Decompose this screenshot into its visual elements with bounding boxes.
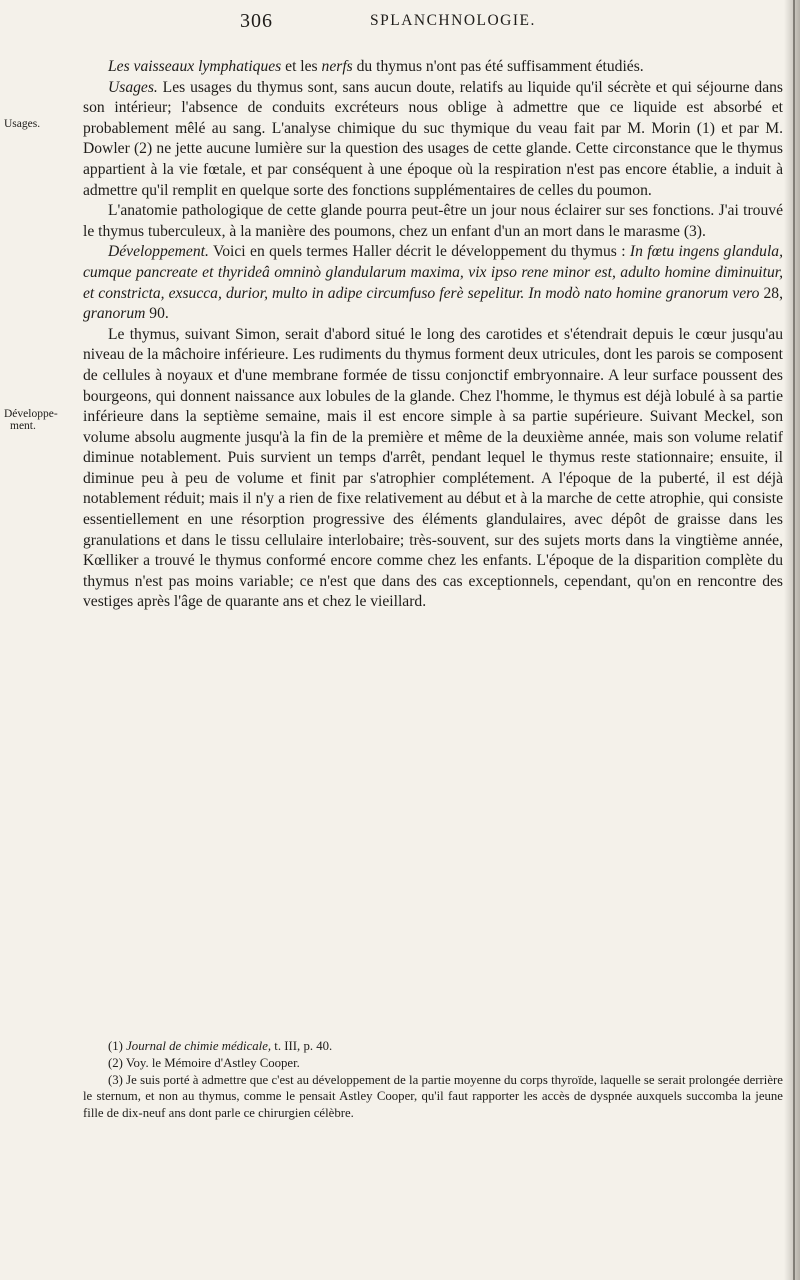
text-run: et les <box>281 58 322 75</box>
page-edge-shadow <box>784 0 800 1280</box>
paragraph-lymphatics <box>83 57 783 78</box>
text-run: t. III, p. 40. <box>271 1039 333 1053</box>
running-head: SPLANCHNOLOGIE. <box>370 12 536 29</box>
paragraph-pathology: L'anatomie pathologique de cette glande pourra peut-être un jour nous éclairer sur ses fonctions. J'ai trouvé le thymus tuberculeux, à la manière des poumons, chez un enfant d'un an mort dans le marasme (3). <box>83 202 783 240</box>
text-run: 90. <box>145 305 169 323</box>
latin-quote: In fœtu ingens glandula, cumque pancreate et thyrideâ omninò glandularum maxima, vix ipso rene minor est, adulto homine diminuitur, et constricta, exsucca, durior, multo in adipe circumfuso ferè sepelitur. In modò nato homine granorum vero <box>83 243 783 302</box>
footnote-2: (2) Voy. le Mémoire d'Astley Cooper. <box>108 1055 300 1070</box>
margin-note-usages: Usages. <box>4 118 41 130</box>
italic-term: nerfs <box>321 58 353 75</box>
text-run: Les usages du thymus sont, sans aucun doute, relatifs au liquide qu'il sécrète et qui séjourne dans son intérieur; l'absence de conduits excréteurs nous oblige à admettre que ce liquide est absorbé et probablement mêlé au sang. L'analyse chimique du suc thymique du veau fait par M. Morin (1) et par M. Dowler (2) ne jette aucune lumière sur la question des usages de cette glande. Cette circonstance que le thymus appartient à la vie fœtale, et par conséquent à une époque où la respiration n'est pas encore établie, a induit à admettre qu'il remplit en quelque sorte des fonctions supplémentaires de celles du poumon. <box>83 78 783 199</box>
footnote-1 <box>83 1038 783 1055</box>
latin-quote: granorum <box>83 305 146 323</box>
text-run: du thymus n'ont pas été suffisamment étudiés. <box>352 58 644 75</box>
paragraph-developpement <box>83 242 783 324</box>
paragraph-usages <box>83 78 783 202</box>
paragraph-simon: Le thymus, suivant Simon, serait d'abord situé le long des carotides et s'étendrait depuis le cœur jusqu'au niveau de la mâchoire inférieure. Les rudiments du thymus forment deux utricules, dont les parois se composent de cellules à noyaux et d'une membrane formée de tissu conjonctif embryonnaire. A leur surface poussent des bourgeons, qui donnent naissance aux lobules de la glande. Chez l'homme, le thymus est déjà lobulé à sa partie inférieure dans la septième semaine, mais il est encore simple à sa partie supérieure. Suivant Meckel, son volume absolu augmente jusqu'à la fin de la première et même de la deuxième année, mais son volume relatif diminue notablement. Puis survient un temps d'arrêt, pendant lequel le thymus reste stationnaire; ensuite, il diminue peu à peu de volume et finit par s'atrophier complétement. A l'époque de la puberté, il est déjà notablement réduit; mais il n'y a rien de fixe relativement au début et à la marche de cette atrophie, qui consiste essentiellement en une résorption progressive des éléments glandulaires, avec dépôt de graisse dans les granulations et dans le tissu cellulaire interlobaire; très-souvent, sur des sujets morts dans la vingtième année, Kœlliker a trouvé le thymus conformé encore comme chez les enfants. L'époque de la disparition complète du thymus n'est pas moins variable; ce n'est que dans des cas exceptionnels, cependant, qu'on en rencontre des vestiges après l'âge de quarante ans et chez le vieillard. <box>83 325 783 611</box>
margin-note-line-2: ment. <box>10 420 36 432</box>
section-heading-usages: Usages. <box>108 78 158 96</box>
page-number: 306 <box>240 10 273 32</box>
footnotes <box>83 1038 783 1122</box>
page-edge-line <box>793 0 795 1280</box>
journal-title: Journal de chimie médicale, <box>126 1039 272 1053</box>
text-run: (1) <box>108 1039 127 1053</box>
section-heading-developpement: Développement. <box>108 243 209 261</box>
page-header <box>0 6 800 36</box>
text-run: Voici en quels termes Haller décrit le développement du thymus : <box>208 243 630 261</box>
italic-term: Les vaisseaux lymphatiques <box>108 58 282 75</box>
footnote-3: (3) Je suis porté à admettre que c'est au développement de la partie moyenne du corps thyroïde, laquelle se serait prolongée derrière le sternum, et non au thymus, comme le pensait Astley Cooper, qu'il faut rapporter les accès de dyspnée auxquels succomba la jeune fille de dix-neuf ans dont parle ce chirurgien célèbre. <box>83 1072 783 1121</box>
margin-note-line-1: Développe- <box>4 408 58 420</box>
main-text <box>83 57 783 613</box>
margin-note-developpement <box>4 408 62 432</box>
text-run: 28, <box>759 284 783 302</box>
